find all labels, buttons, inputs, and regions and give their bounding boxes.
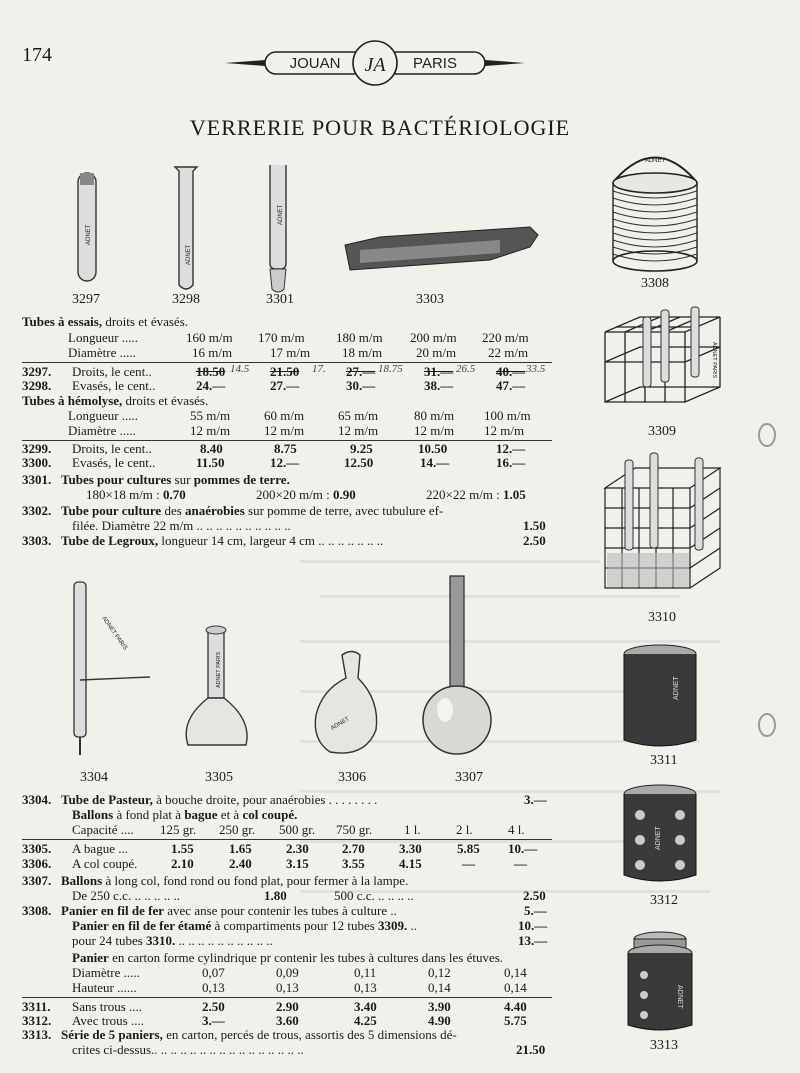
price-cell: 10.50 <box>418 441 448 456</box>
price-cell: 12.— <box>496 441 526 456</box>
flask-3305-illustration <box>186 626 247 745</box>
row-label: Sans trous .... <box>72 999 143 1014</box>
diametre-cell: 12 m/m <box>264 423 305 438</box>
logo-monogram: JA <box>364 54 386 76</box>
price-cell: 2.30 <box>286 841 309 856</box>
item-3301: 3301. Tubes pour cultures sur pommes de terre. <box>22 472 290 487</box>
handwritten-price: 33.5 <box>526 363 546 375</box>
diametre-cell: 0,12 <box>428 965 451 980</box>
price-cell: 10.— <box>508 841 538 856</box>
price-cell: 11.50 <box>196 455 225 470</box>
row-label: A col coupé. <box>72 856 138 871</box>
flask-3307-illustration <box>423 576 491 754</box>
price-cell: 2.50 <box>202 999 225 1014</box>
fig-label-3307: 3307 <box>455 770 483 785</box>
diametre-label: Diamètre ..... <box>72 965 140 980</box>
capacite-label: Capacité .... <box>72 822 134 837</box>
longueur-cell: 80 m/m <box>414 408 455 423</box>
svg-text:ADNET: ADNET <box>644 158 666 164</box>
tube-3301-illustration <box>270 165 286 292</box>
item-3310-price: 13.— <box>518 933 548 948</box>
table-rule <box>22 839 552 840</box>
price-cell: 2.90 <box>276 999 299 1014</box>
tube-3298-illustration <box>175 167 197 289</box>
svg-text:ADNET: ADNET <box>330 716 351 732</box>
diametre-cell: 0,14 <box>504 965 527 980</box>
svg-text:ADNET: ADNET <box>186 244 192 265</box>
diametre-cell: 0,11 <box>354 965 377 980</box>
fig-label-3306: 3306 <box>338 770 366 785</box>
diametre-cell: 17 m/m <box>270 345 311 360</box>
item-3308-price: 5.— <box>524 903 547 918</box>
diametre-cell: 0,09 <box>276 965 299 980</box>
svg-text:ADNET: ADNET <box>86 224 92 245</box>
longueur-cell: 180 m/m <box>336 330 383 345</box>
price-cell: 2.40 <box>229 856 252 871</box>
item-3302-line2: filée. Diamètre 22 m/m .. .. .. .. .. .. .. .. .. .. <box>72 518 291 533</box>
page-number: 174 <box>22 44 52 66</box>
fig-label-3305: 3305 <box>205 770 233 785</box>
price-cell: 18.50 <box>196 364 226 379</box>
item-3307-line2-b: 500 c.c. .. .. .. .. <box>334 888 414 903</box>
capacite-cell: 500 gr. <box>279 822 316 837</box>
item-3303-price: 2.50 <box>523 533 546 548</box>
item-3301-size-3: 220×22 m/m : 1.05 <box>426 487 526 502</box>
price-cell: 3.30 <box>399 841 422 856</box>
svg-text:ADNET PARIS: ADNET PARIS <box>711 342 717 379</box>
handwritten-price: 26.5 <box>456 363 476 375</box>
item-3307-price-a: 1.80 <box>264 888 287 903</box>
svg-text:ADNET: ADNET <box>655 826 662 850</box>
item-3313: 3313. Série de 5 paniers, en carton, percés de trous, assortis des 5 dimensions dé- <box>22 1027 457 1042</box>
rack-3309-illustration <box>595 302 735 422</box>
svg-text:ADNET PARIS: ADNET PARIS <box>216 651 222 688</box>
price-cell: 38.— <box>424 378 454 393</box>
price-cell: 27.— <box>270 378 300 393</box>
row-label: Evasés, le cent.. <box>72 455 156 470</box>
item-3307-price-b: 2.50 <box>523 888 546 903</box>
fig-label-3310: 3310 <box>648 610 676 625</box>
item-3309-price: 10.— <box>518 918 548 933</box>
tubes-essais-heading: Tubes à essais, droits et évasés. <box>22 314 188 329</box>
row-num-3300: 3300. <box>22 455 52 470</box>
fig-label-3309: 3309 <box>648 424 676 439</box>
diametre-cell: 12 m/m <box>190 423 231 438</box>
capacite-cell: 2 l. <box>456 822 473 837</box>
item-3307-line2-a: De 250 c.c. .. .. .. .. .. <box>72 888 180 903</box>
hauteur-cell: 0,14 <box>504 980 527 995</box>
longueur-cell: 160 m/m <box>186 330 233 345</box>
capacite-cell: 250 gr. <box>219 822 256 837</box>
fig-label-3313: 3313 <box>650 1038 678 1053</box>
price-cell: 16.— <box>496 455 526 470</box>
diametre-cell: 12 m/m <box>484 423 525 438</box>
logo-left-text: JOUAN <box>289 55 341 72</box>
price-cell: 14.— <box>420 455 450 470</box>
price-cell: 30.— <box>346 378 376 393</box>
longueur-cell: 55 m/m <box>190 408 231 423</box>
price-cell: 3.— <box>202 1013 225 1028</box>
page-title: VERRERIE POUR BACTÉRIOLOGIE <box>189 115 571 140</box>
price-cell: — <box>462 856 475 871</box>
hauteur-label: Hauteur ...... <box>72 980 137 995</box>
item-3313-line2: crites ci-dessus.. .. .. .. .. .. .. .. .. .. .. .. .. .. .. .. <box>72 1042 304 1057</box>
longueur-cell: 220 m/m <box>482 330 529 345</box>
price-cell: 31.— <box>424 364 454 379</box>
tubes-hemolyse-heading: Tubes à hémolyse, droits et évasés. <box>22 393 209 408</box>
svg-text:ADNET: ADNET <box>673 676 680 700</box>
pasteur-tube-illustration <box>74 582 150 755</box>
price-cell: 4.90 <box>428 1013 451 1028</box>
diametre-cell: 12 m/m <box>414 423 455 438</box>
row-label: A bague ... <box>72 841 128 856</box>
item-3301-size-2: 200×20 m/m : 0.90 <box>256 487 356 502</box>
rack-3310-illustration <box>595 448 735 608</box>
hauteur-cell: 0,13 <box>202 980 225 995</box>
item-3302: 3302. Tube pour culture des anaérobies sur pomme de terre, avec tubulure ef- <box>22 503 444 518</box>
handwritten-price: 14.5 <box>230 363 250 375</box>
fig-label-3298: 3298 <box>172 292 200 307</box>
hauteur-cell: 0,13 <box>354 980 377 995</box>
capacite-cell: 4 l. <box>508 822 525 837</box>
diametre-cell: 16 m/m <box>192 345 233 360</box>
row-label: Evasés, le cent.. <box>72 378 156 393</box>
diametre-cell: 12 m/m <box>338 423 379 438</box>
price-cell: 3.55 <box>342 856 365 871</box>
item-3302-price: 1.50 <box>523 518 546 533</box>
svg-text:ADNET: ADNET <box>676 985 683 1009</box>
fig-label-3297: 3297 <box>72 292 100 307</box>
longueur-cell: 60 m/m <box>264 408 305 423</box>
price-cell: — <box>514 856 527 871</box>
row-label: Droits, le cent.. <box>72 364 152 379</box>
item-3303: 3303. Tube de Legroux, longueur 14 cm, largeur 4 cm .. .. .. .. .. .. .. <box>22 533 384 548</box>
price-cell: 12.— <box>270 455 300 470</box>
diametre-cell: 0,07 <box>202 965 225 980</box>
price-cell: 2.70 <box>342 841 365 856</box>
price-cell: 12.50 <box>344 455 374 470</box>
price-cell: 3.60 <box>276 1013 299 1028</box>
capacite-cell: 750 gr. <box>336 822 373 837</box>
price-cell: 3.90 <box>428 999 451 1014</box>
carton-basket-3312-illustration <box>620 780 710 890</box>
price-cell: 4.15 <box>399 856 422 871</box>
fig-label-3301: 3301 <box>266 292 294 307</box>
price-cell: 1.65 <box>229 841 252 856</box>
longueur-label: Longueur ..... <box>68 408 139 423</box>
handwritten-price: 18.75 <box>378 363 403 375</box>
hauteur-cell: 0,14 <box>428 980 451 995</box>
capacite-cell: 1 l. <box>404 822 421 837</box>
item-3307: 3307. Ballons à long col, fond rond ou fond plat, pour fermer à la lampe. <box>22 873 409 888</box>
binding-ring-marks <box>755 420 785 740</box>
item-3301-size-1: 180×18 m/m : 0.70 <box>86 487 186 502</box>
row-num-3299: 3299. <box>22 441 52 456</box>
longueur-cell: 100 m/m <box>484 408 531 423</box>
price-cell: 40.— <box>496 364 526 379</box>
item-3304: 3304. Tube de Pasteur, à bouche droite, pour anaérobies . . . . . . . . <box>22 792 378 807</box>
fig-label-3308: 3308 <box>641 276 669 291</box>
svg-text:ADNET: ADNET <box>278 204 284 225</box>
tube-3297-illustration <box>78 173 96 281</box>
carton-basket-3313-illustration <box>620 925 710 1035</box>
logo-right-text: PARIS <box>413 55 457 72</box>
price-cell: 3.15 <box>286 856 309 871</box>
price-cell: 21.50 <box>270 364 300 379</box>
row-label: Droits, le cent.. <box>72 441 152 456</box>
ballons-heading: Ballons à fond plat à bague et à col coupé. <box>72 807 298 822</box>
row-num-3298: 3298. <box>22 378 52 393</box>
longueur-cell: 200 m/m <box>410 330 457 345</box>
legroux-tube-illustration <box>345 227 538 270</box>
paniers-carton-heading: Panier en carton forme cylindrique pr contenir les tubes à cultures dans les étuves. <box>72 950 504 965</box>
item-3308: 3308. Panier en fil de fer avec anse pour contenir les tubes à culture .. <box>22 903 397 918</box>
price-cell: 24.— <box>196 378 226 393</box>
row-num-3312: 3312. <box>22 1013 52 1028</box>
longueur-cell: 170 m/m <box>258 330 305 345</box>
price-cell: 3.40 <box>354 999 377 1014</box>
row-num-3305: 3305. <box>22 841 52 856</box>
fig-label-3304: 3304 <box>80 770 108 785</box>
price-cell: 27.— <box>346 364 376 379</box>
jouan-paris-logo <box>225 38 525 88</box>
flask-3306-illustration <box>315 652 376 754</box>
top-glassware-illustrations <box>60 165 580 295</box>
diametre-cell: 18 m/m <box>342 345 383 360</box>
table-rule <box>22 997 552 998</box>
fig-label-3303: 3303 <box>416 292 444 307</box>
price-cell: 2.10 <box>171 856 194 871</box>
handwritten-price: 17. <box>312 363 326 375</box>
hauteur-cell: 0,13 <box>276 980 299 995</box>
price-cell: 9.25 <box>350 441 373 456</box>
diametre-cell: 20 m/m <box>416 345 457 360</box>
row-num-3311: 3311. <box>22 999 51 1014</box>
price-cell: 1.55 <box>171 841 194 856</box>
item-3310-line: pour 24 tubes 3310. .. .. .. .. .. .. .. .. .. .. <box>72 933 273 948</box>
price-cell: 5.75 <box>504 1013 527 1028</box>
wire-basket-3308-illustration <box>595 145 720 285</box>
price-cell: 8.40 <box>200 441 223 456</box>
row-num-3306: 3306. <box>22 856 52 871</box>
price-cell: 4.40 <box>504 999 527 1014</box>
longueur-label: Longueur ..... <box>68 330 139 345</box>
fig-label-3311: 3311 <box>650 753 678 768</box>
svg-text:ADNET PARIS: ADNET PARIS <box>100 615 128 652</box>
price-cell: 47.— <box>496 378 526 393</box>
capacite-cell: 125 gr. <box>160 822 197 837</box>
price-cell: 5.85 <box>457 841 480 856</box>
fig-label-3312: 3312 <box>650 893 678 908</box>
diametre-label: Diamètre ..... <box>68 423 136 438</box>
row-num-3297: 3297. <box>22 364 52 379</box>
longueur-cell: 65 m/m <box>338 408 379 423</box>
diametre-cell: 22 m/m <box>488 345 529 360</box>
price-cell: 8.75 <box>274 441 297 456</box>
price-cell: 4.25 <box>354 1013 377 1028</box>
row-label: Avec trous .... <box>72 1013 144 1028</box>
item-3304-price: 3.— <box>524 792 547 807</box>
item-3313-price: 21.50 <box>516 1042 546 1057</box>
item-3309-line: Panier en fil de fer étamé à compartiments pour 12 tubes 3309. .. <box>72 918 418 933</box>
carton-basket-3311-illustration <box>620 640 710 760</box>
diametre-label: Diamètre ..... <box>68 345 136 360</box>
flask-illustrations <box>60 570 500 770</box>
